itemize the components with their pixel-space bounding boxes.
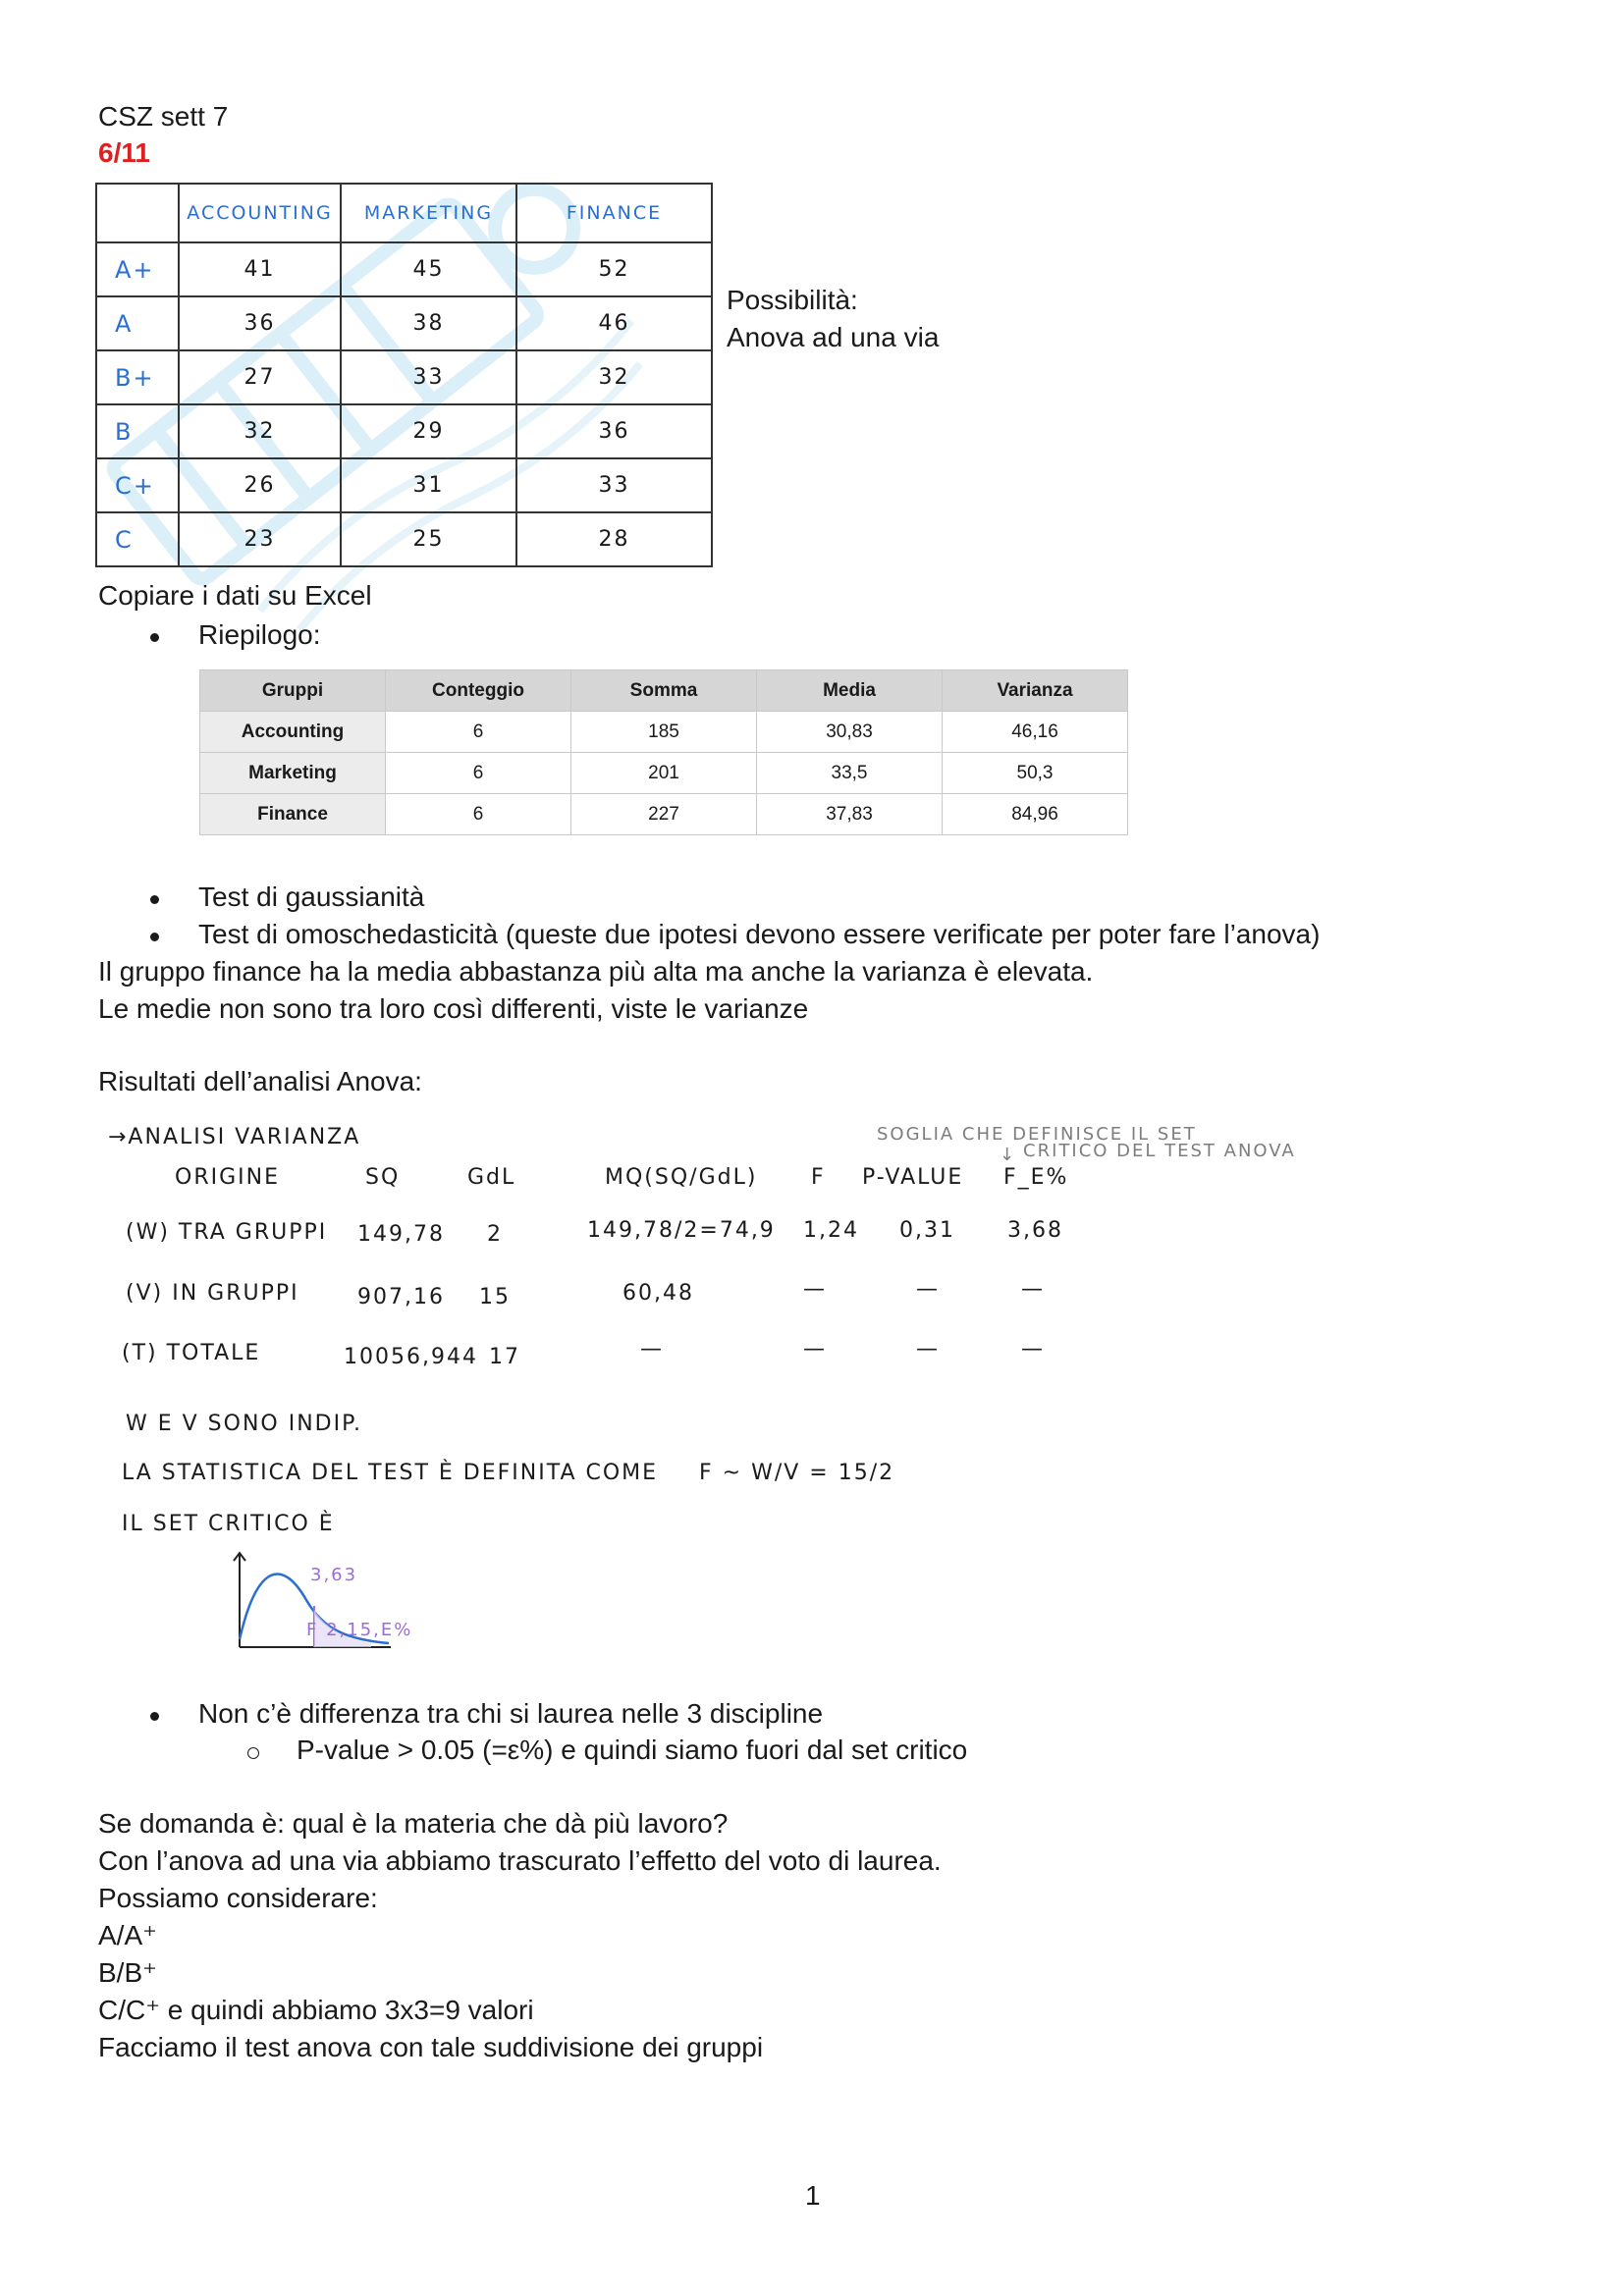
arrow-down-icon: ↓: [1000, 1145, 1017, 1165]
bullet-icon: [150, 633, 159, 642]
grade-row: C 23 25 28: [96, 512, 712, 566]
threshold-note: SOGLIA CHE DEFINISCE IL SET: [877, 1124, 1197, 1145]
possibility-label: Possibilità:: [727, 285, 858, 315]
threshold-note: CRITICO DEL TEST ANOVA: [1023, 1141, 1296, 1161]
critical-label: F 2,15,E%: [306, 1620, 413, 1640]
page-number: 1: [805, 2180, 821, 2211]
anova-header: ORIGINE: [175, 1165, 280, 1190]
paragraph-line: Le medie non sono tra loro così differenti, viste le varianze: [98, 993, 809, 1024]
paragraph-line: Il gruppo finance ha la media abbastanza più alta ma anche la varianza è elevata.: [98, 956, 1094, 987]
closing-line: C/C⁺ e quindi abbiamo 3x3=9 valori: [98, 1995, 534, 2025]
anova-row-label: (W) TRA GRUPPI: [126, 1220, 328, 1245]
test-homoscedasticity: Test di omoschedasticità (queste due ipotesi devono essere verificate per poter fare l’anova): [198, 919, 1321, 949]
bullet-icon: [150, 1712, 159, 1721]
critical-note: IL SET CRITICO È: [122, 1512, 335, 1536]
possibility-value: Anova ad una via: [727, 322, 940, 352]
col-accounting: ACCOUNTING: [179, 184, 341, 242]
doc-date: 6/11: [98, 137, 150, 168]
grade-row: B 32 29 36: [96, 404, 712, 458]
summary-label: Riepilogo:: [198, 619, 321, 650]
sub-bullet-icon: [247, 1747, 259, 1759]
col-finance: FINANCE: [516, 184, 712, 242]
anova-header: F_E%: [1003, 1165, 1069, 1190]
grade-table: [95, 183, 713, 567]
anova-header: GdL: [467, 1165, 516, 1190]
table-row: Marketing 6 201 33,5 50,3: [200, 753, 1128, 794]
conclusion-sub: P-value > 0.05 (=ε%) e quindi siamo fuori dal set critico: [297, 1735, 968, 1765]
anova-header: P-VALUE: [862, 1165, 964, 1190]
doc-title: CSZ sett 7: [98, 101, 229, 132]
table-row: Accounting 6 185 30,83 46,16: [200, 712, 1128, 753]
summary-table: Gruppi Conteggio Somma Media Varianza Accounting 6 185 30,83 46,16 Marketing 6 201 33,5 50,3 Finance 6 227 37,83 84,96: [199, 669, 1128, 835]
closing-line: Facciamo il test anova con tale suddivisione dei gruppi: [98, 2032, 764, 2062]
bullet-icon: [150, 895, 159, 904]
col-marketing: MARKETING: [341, 184, 516, 242]
closing-line: Con l’anova ad una via abbiamo trascurato l’effetto del voto di laurea.: [98, 1845, 942, 1876]
anova-header: F: [811, 1165, 826, 1190]
closing-line: Possiamo considerare:: [98, 1883, 378, 1913]
anova-header: MQ(SQ/GdL): [605, 1165, 758, 1190]
grade-row: A 36 38 46: [96, 296, 712, 350]
table-row: Finance 6 227 37,83 84,96: [200, 794, 1128, 835]
grade-row: A+ 41 45 52: [96, 242, 712, 296]
closing-line: Se domanda è: qual è la materia che dà più lavoro?: [98, 1808, 729, 1839]
bullet-icon: [150, 933, 159, 941]
grade-row: C+ 26 31 33: [96, 458, 712, 512]
anova-header: SQ: [365, 1165, 401, 1190]
anova-row-label: (T) TOTALE: [122, 1341, 261, 1365]
indip-note: W E V SONO INDIP.: [126, 1412, 362, 1436]
stat-note: LA STATISTICA DEL TEST È DEFINITA COME: [122, 1461, 659, 1485]
critical-value: 3,63: [310, 1565, 358, 1585]
closing-line: A/A⁺: [98, 1920, 157, 1950]
results-title: Risultati dell’analisi Anova:: [98, 1066, 422, 1096]
grade-row: B+ 27 33 32: [96, 350, 712, 404]
anova-row-label: (V) IN GRUPPI: [126, 1281, 299, 1306]
anova-heading: →ANALISI VARIANZA: [108, 1125, 361, 1149]
stat-formula: F ~ W/V = 15/2: [699, 1461, 895, 1485]
test-gaussianity: Test di gaussianità: [198, 881, 425, 912]
copy-excel-text: Copiare i dati su Excel: [98, 580, 372, 611]
conclusion-bullet: Non c’è differenza tra chi si laurea nelle 3 discipline: [198, 1698, 824, 1729]
closing-line: B/B⁺: [98, 1957, 157, 1988]
